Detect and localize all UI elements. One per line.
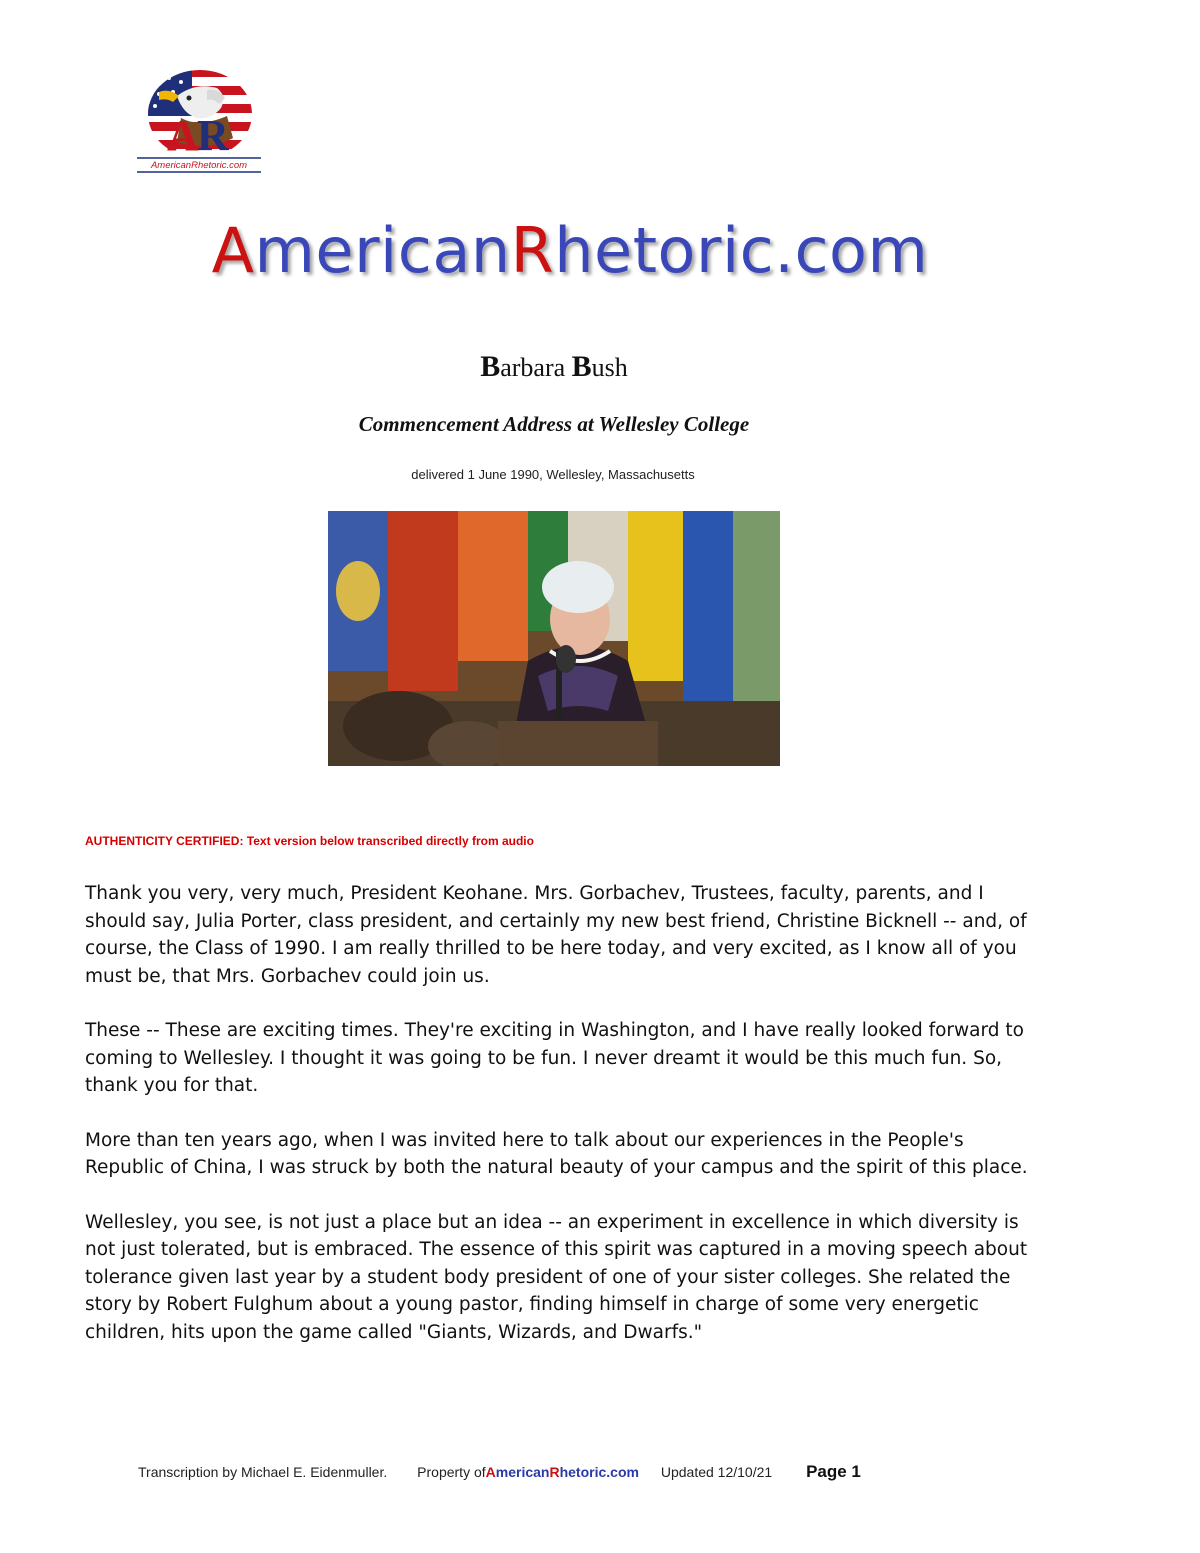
site-title-a: A: [211, 214, 255, 287]
site-title-hetoric: hetoric.com: [554, 214, 929, 287]
speaker-name: [0, 350, 1108, 384]
speaker-first-initial: B: [480, 350, 501, 383]
transcript-paragraph: These -- These are exciting times. They're exciting in Washington, and I have really looked forward to coming to Wellesley. I thought it was going to be fun. I never dreamt it would be this much fun. So, thank you for that.: [85, 1020, 1024, 1096]
site-title-r: R: [510, 214, 555, 287]
transcript-paragraph: Thank you very, very much, President Keohane. Mrs. Gorbachev, Trustees, faculty, parents, and I should say, Julia Porter, class president, and certainly my new best friend, Christine Bicknell -- and, of course, the Class of 1990. I am really thrilled to be here today, and very excited, as I know all of you must be, that Mrs. Gorbachev could join us.: [85, 883, 1027, 987]
speaker-photo: [328, 511, 780, 766]
footer-property: [417, 1464, 639, 1480]
speaker-last-initial: B: [571, 350, 592, 383]
speech-title: Commencement Address at Wellesley College: [358, 412, 750, 436]
transcript-paragraph: Wellesley, you see, is not just a place but an idea -- an experiment in excellence in which diversity is not just tolerated, but is embraced. The essence of this spirit was captured in a moving speech about tolerance given last year by a student body president of one of your sister colleges. She related the story by Robert Fulghum about a young pastor, finding himself in charge of some very energetic children, hits upon the game called "Giants, Wizards, and Dwarfs.": [85, 1211, 1028, 1343]
site-title-american: merican: [254, 214, 511, 287]
transcript-paragraph: More than ten years ago, when I was invited here to talk about our experiences in the People's Republic of China, I was struck by both the natural beauty of your campus and the spirit of this place.: [85, 1129, 1028, 1178]
speech-transcript: [85, 880, 1045, 1373]
delivery-info: delivered 1 June 1990, Wellesley, Massachusetts: [411, 467, 695, 482]
footer-brand-r: R: [549, 1464, 560, 1480]
footer-transcription-credit: Transcription by Michael E. Eidenmuller.: [138, 1464, 388, 1480]
footer-brand-merican: merican: [495, 1464, 550, 1480]
footer-brand-link[interactable]: [486, 1464, 639, 1480]
page-footer: [138, 1462, 958, 1482]
logo-monogram-r: R: [197, 111, 229, 160]
footer-updated-date: Updated 12/10/21: [660, 1464, 773, 1480]
logo-caption: AmericanRhetoric.com: [150, 160, 248, 171]
site-title: [0, 214, 1140, 287]
eagle-flag-emblem: [137, 68, 261, 176]
speaker-first-rest: arbara: [500, 353, 572, 382]
page-number: Page 1: [806, 1462, 861, 1481]
footer-property-prefix: Property of: [417, 1464, 486, 1480]
speaker-last-rest: ush: [591, 353, 628, 382]
footer-brand-hetoric: hetoric.com: [559, 1464, 639, 1480]
authenticity-certification: AUTHENTICITY CERTIFIED: Text version below transcribed directly from audio: [85, 834, 534, 848]
logo-monogram-a: A: [167, 111, 199, 160]
speaker-photo-image: [328, 511, 780, 766]
footer-brand-a: A: [485, 1464, 496, 1480]
americanrhetoric-logo: [137, 68, 261, 176]
